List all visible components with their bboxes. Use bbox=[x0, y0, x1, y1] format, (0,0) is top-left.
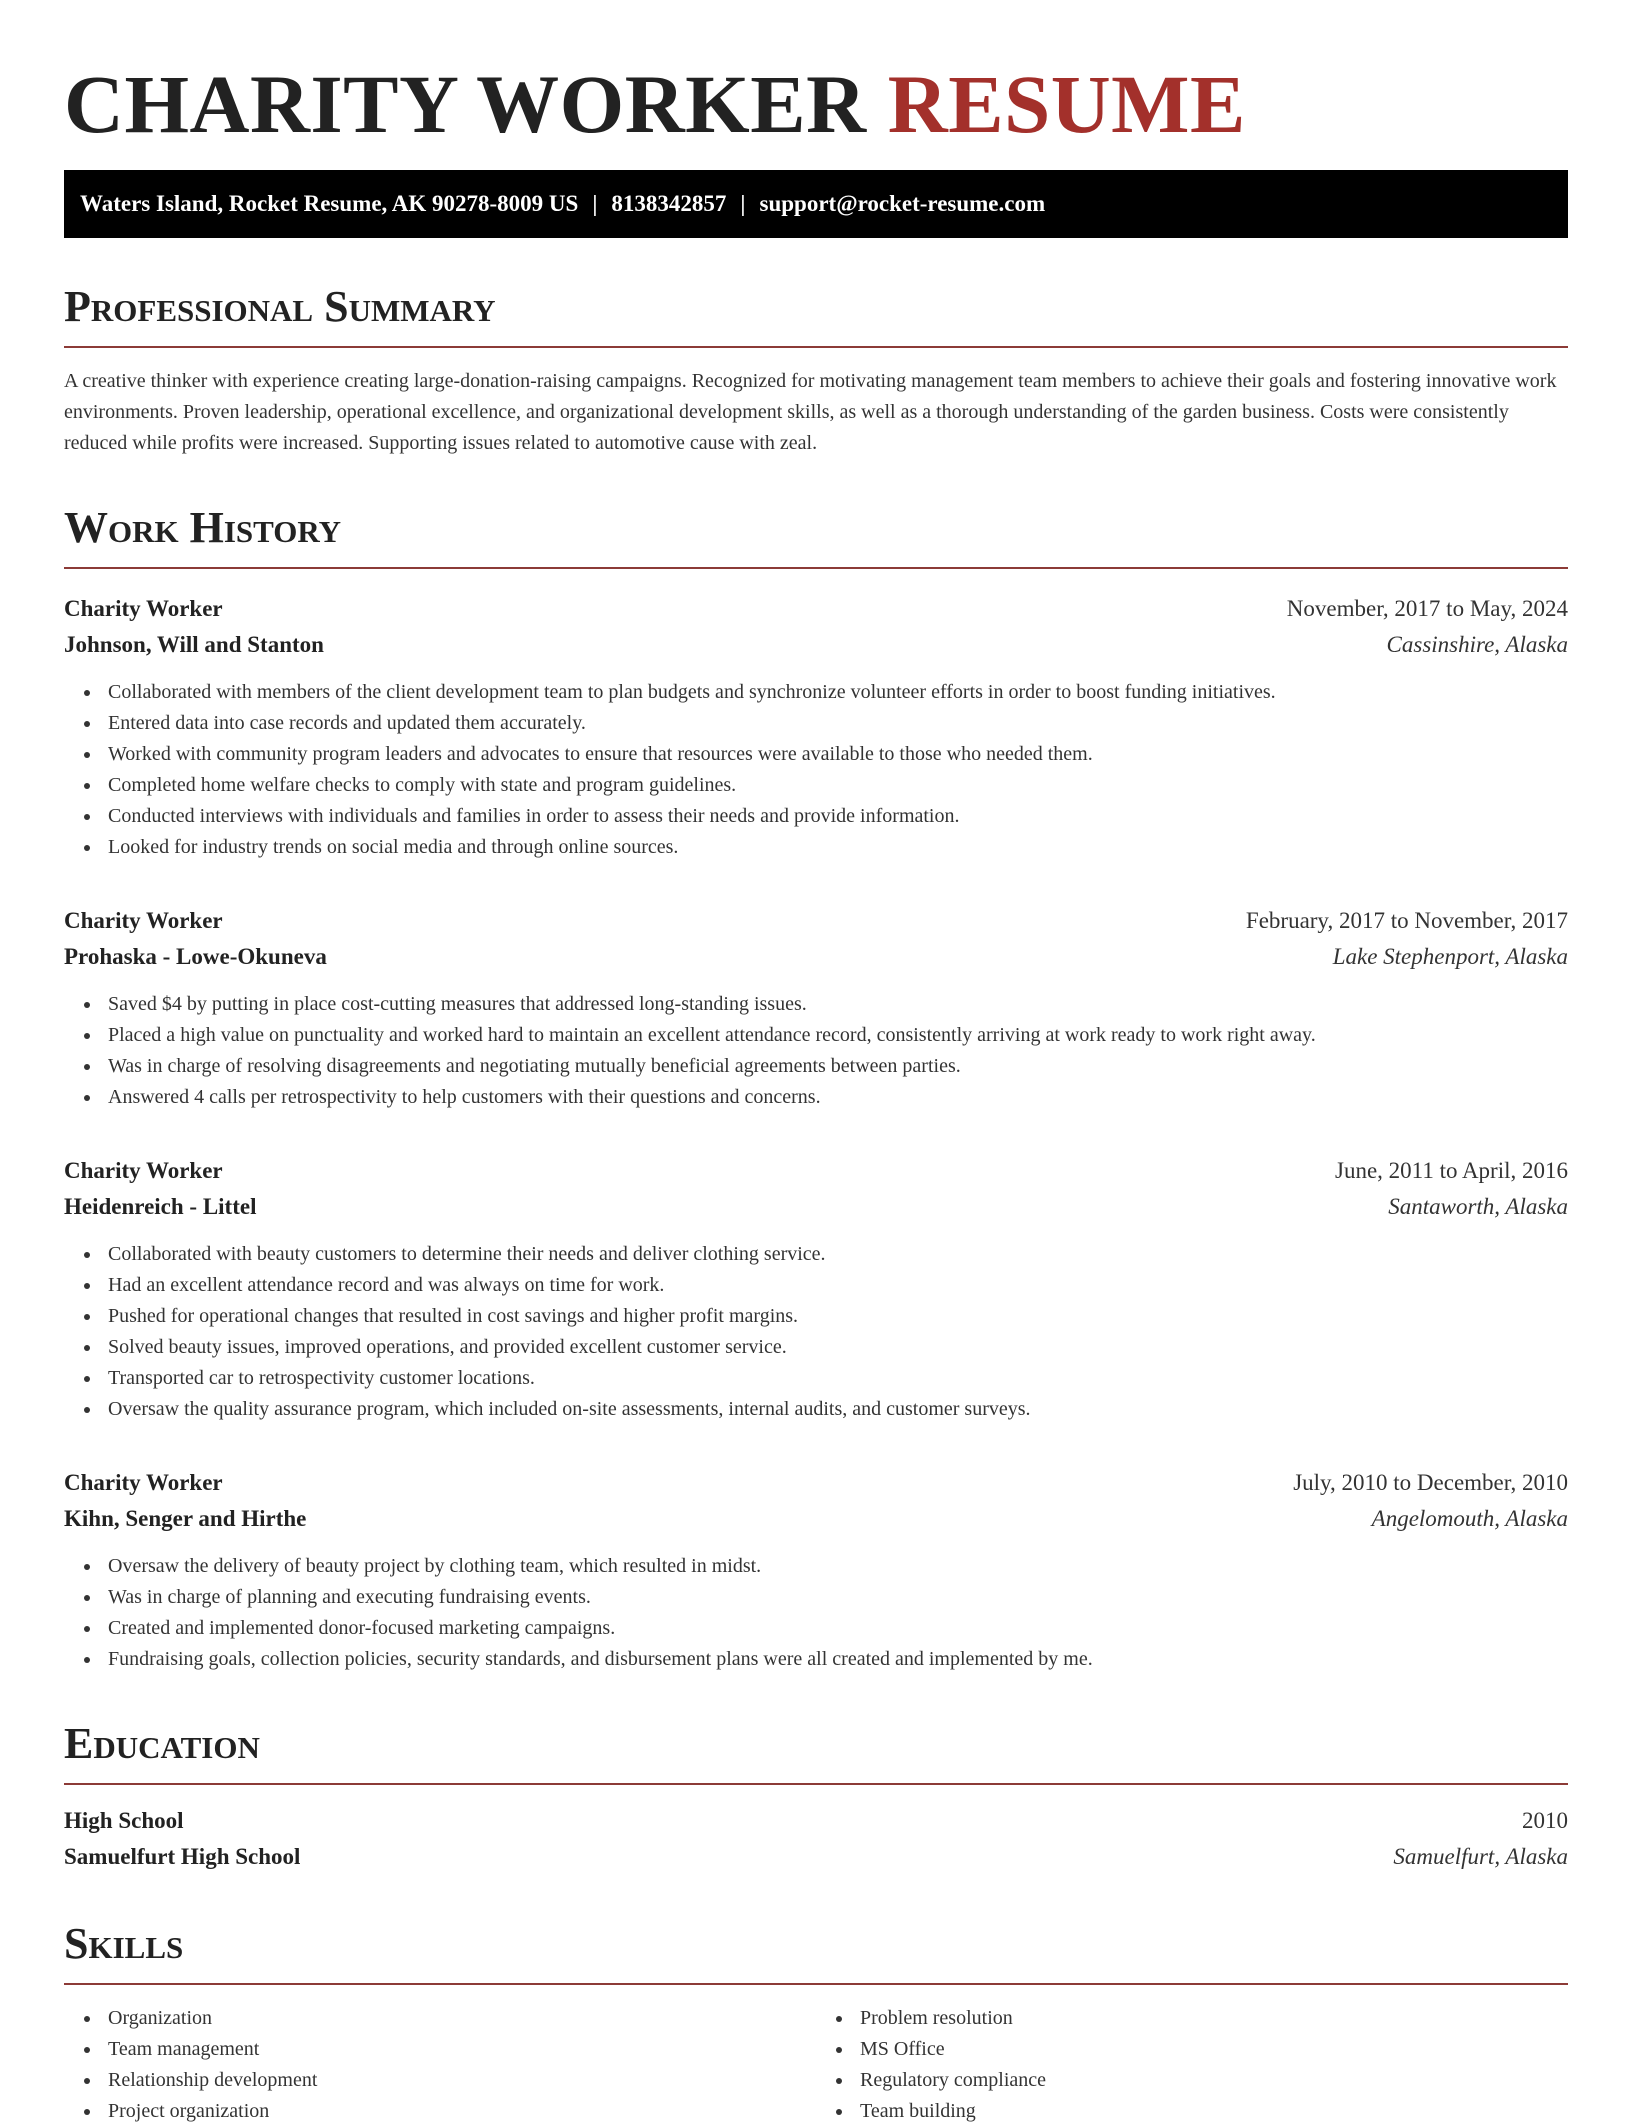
job-bullets bbox=[64, 989, 1568, 1113]
job-title: Charity Worker bbox=[64, 908, 223, 933]
contact-address: Waters Island, Rocket Resume, AK 90278-8009 US bbox=[80, 191, 579, 216]
job-dates: February, 2017 to November, 2017 bbox=[1245, 908, 1568, 933]
job-company: Heidenreich - Littel bbox=[64, 1194, 257, 1219]
job-bullet: Oversaw the quality assurance program, which included on-site assessments, internal audits, and customer surveys. bbox=[108, 1394, 1568, 1425]
work-history-section bbox=[64, 503, 1568, 1675]
job-bullet: Was in charge of resolving disagreements and negotiating mutually beneficial agreements between parties. bbox=[108, 1051, 1568, 1082]
education-section bbox=[64, 1719, 1568, 1875]
skill-item: Organization bbox=[108, 2003, 816, 2034]
skills-column-left bbox=[64, 2003, 816, 2127]
job-bullet: Collaborated with beauty customers to determine their needs and deliver clothing service. bbox=[108, 1239, 1568, 1270]
job-location: Santaworth, Alaska bbox=[1388, 1194, 1568, 1219]
skill-item: Project organization bbox=[108, 2096, 816, 2127]
job-location: Angelomouth, Alaska bbox=[1371, 1506, 1568, 1531]
job-bullets bbox=[64, 1239, 1568, 1425]
skill-item: MS Office bbox=[860, 2034, 1568, 2065]
education-school: Samuelfurt High School bbox=[64, 1844, 301, 1869]
job-dates: June, 2011 to April, 2016 bbox=[1335, 1158, 1568, 1183]
job-bullet: Worked with community program leaders and advocates to ensure that resources were available to those who needed them. bbox=[108, 739, 1568, 770]
job-bullet: Solved beauty issues, improved operations, and provided excellent customer service. bbox=[108, 1332, 1568, 1363]
job-bullet: Answered 4 calls per retrospectivity to help customers with their questions and concerns. bbox=[108, 1082, 1568, 1113]
job-bullets bbox=[64, 1551, 1568, 1675]
job-location: Lake Stephenport, Alaska bbox=[1332, 944, 1568, 969]
job-bullet: Transported car to retrospectivity customer locations. bbox=[108, 1363, 1568, 1394]
work-history-heading: Work History bbox=[64, 503, 1568, 569]
job-company: Kihn, Senger and Hirthe bbox=[64, 1506, 307, 1531]
job-bullet: Saved $4 by putting in place cost-cutting measures that addressed long-standing issues. bbox=[108, 989, 1568, 1020]
job-entry bbox=[64, 1153, 1568, 1425]
job-bullet: Collaborated with members of the client development team to plan budgets and synchronize volunteer efforts in order to boost funding initiatives. bbox=[108, 677, 1568, 708]
skill-item: Regulatory compliance bbox=[860, 2065, 1568, 2096]
job-bullet: Looked for industry trends on social media and through online sources. bbox=[108, 832, 1568, 863]
job-entry bbox=[64, 903, 1568, 1113]
education-degree: High School bbox=[64, 1808, 184, 1833]
education-year: 2010 bbox=[1522, 1808, 1568, 1833]
skills-heading: Skills bbox=[64, 1919, 1568, 1985]
job-location: Cassinshire, Alaska bbox=[1386, 632, 1568, 657]
skill-item: Team building bbox=[860, 2096, 1568, 2127]
job-dates: July, 2010 to December, 2010 bbox=[1293, 1470, 1568, 1495]
contact-separator: | bbox=[740, 191, 746, 216]
skills-list bbox=[816, 2003, 1568, 2127]
job-bullet: Pushed for operational changes that resulted in cost savings and higher profit margins. bbox=[108, 1301, 1568, 1332]
job-bullet: Created and implemented donor-focused marketing campaigns. bbox=[108, 1613, 1568, 1644]
summary-text: A creative thinker with experience creating large-donation-raising campaigns. Recognized for motivating management team members to achieve their goals and fostering innovative work environments. Proven leadership, operational excellence, and organizational development skills, as well as a thorough understanding of the garden business. Costs were consistently reduced while profits were increased. Supporting issues related to automotive cause with zeal. bbox=[64, 370, 1557, 454]
title-main: CHARITY WORKER bbox=[64, 58, 867, 150]
job-title: Charity Worker bbox=[64, 1470, 223, 1495]
job-bullet: Was in charge of planning and executing fundraising events. bbox=[108, 1582, 1568, 1613]
contact-separator: | bbox=[592, 191, 598, 216]
skill-item: Team management bbox=[108, 2034, 816, 2065]
skill-item: Relationship development bbox=[108, 2065, 816, 2096]
job-bullet: Oversaw the delivery of beauty project by clothing team, which resulted in midst. bbox=[108, 1551, 1568, 1582]
job-entry bbox=[64, 1465, 1568, 1675]
job-bullet: Completed home welfare checks to comply with state and program guidelines. bbox=[108, 770, 1568, 801]
resume-title bbox=[64, 56, 1568, 152]
job-title: Charity Worker bbox=[64, 596, 223, 621]
job-title: Charity Worker bbox=[64, 1158, 223, 1183]
summary-section bbox=[64, 282, 1568, 459]
job-bullet: Had an excellent attendance record and was always on time for work. bbox=[108, 1270, 1568, 1301]
contact-bar bbox=[64, 170, 1568, 238]
skills-column-right bbox=[816, 2003, 1568, 2127]
job-bullet: Entered data into case records and updated them accurately. bbox=[108, 708, 1568, 739]
skill-item: Problem resolution bbox=[860, 2003, 1568, 2034]
job-bullet: Placed a high value on punctuality and worked hard to maintain an excellent attendance record, consistently arriving at work ready to work right away. bbox=[108, 1020, 1568, 1051]
job-dates: November, 2017 to May, 2024 bbox=[1286, 596, 1568, 621]
skills-section bbox=[64, 1919, 1568, 2127]
contact-phone: 8138342857 bbox=[611, 191, 727, 216]
job-bullet: Fundraising goals, collection policies, security standards, and disbursement plans were all created and implemented by me. bbox=[108, 1644, 1568, 1675]
skills-columns bbox=[64, 2003, 1568, 2127]
job-bullets bbox=[64, 677, 1568, 863]
job-company: Prohaska - Lowe-Okuneva bbox=[64, 944, 327, 969]
summary-heading: Professional Summary bbox=[64, 282, 1568, 348]
job-entry bbox=[64, 591, 1568, 863]
education-heading: Education bbox=[64, 1719, 1568, 1785]
education-location: Samuelfurt, Alaska bbox=[1393, 1844, 1568, 1869]
job-company: Johnson, Will and Stanton bbox=[64, 632, 324, 657]
skills-list bbox=[64, 2003, 816, 2127]
contact-email: support@rocket-resume.com bbox=[759, 191, 1046, 216]
education-entry bbox=[64, 1803, 1568, 1875]
job-bullet: Conducted interviews with individuals and families in order to assess their needs and provide information. bbox=[108, 801, 1568, 832]
title-accent: RESUME bbox=[887, 58, 1246, 150]
